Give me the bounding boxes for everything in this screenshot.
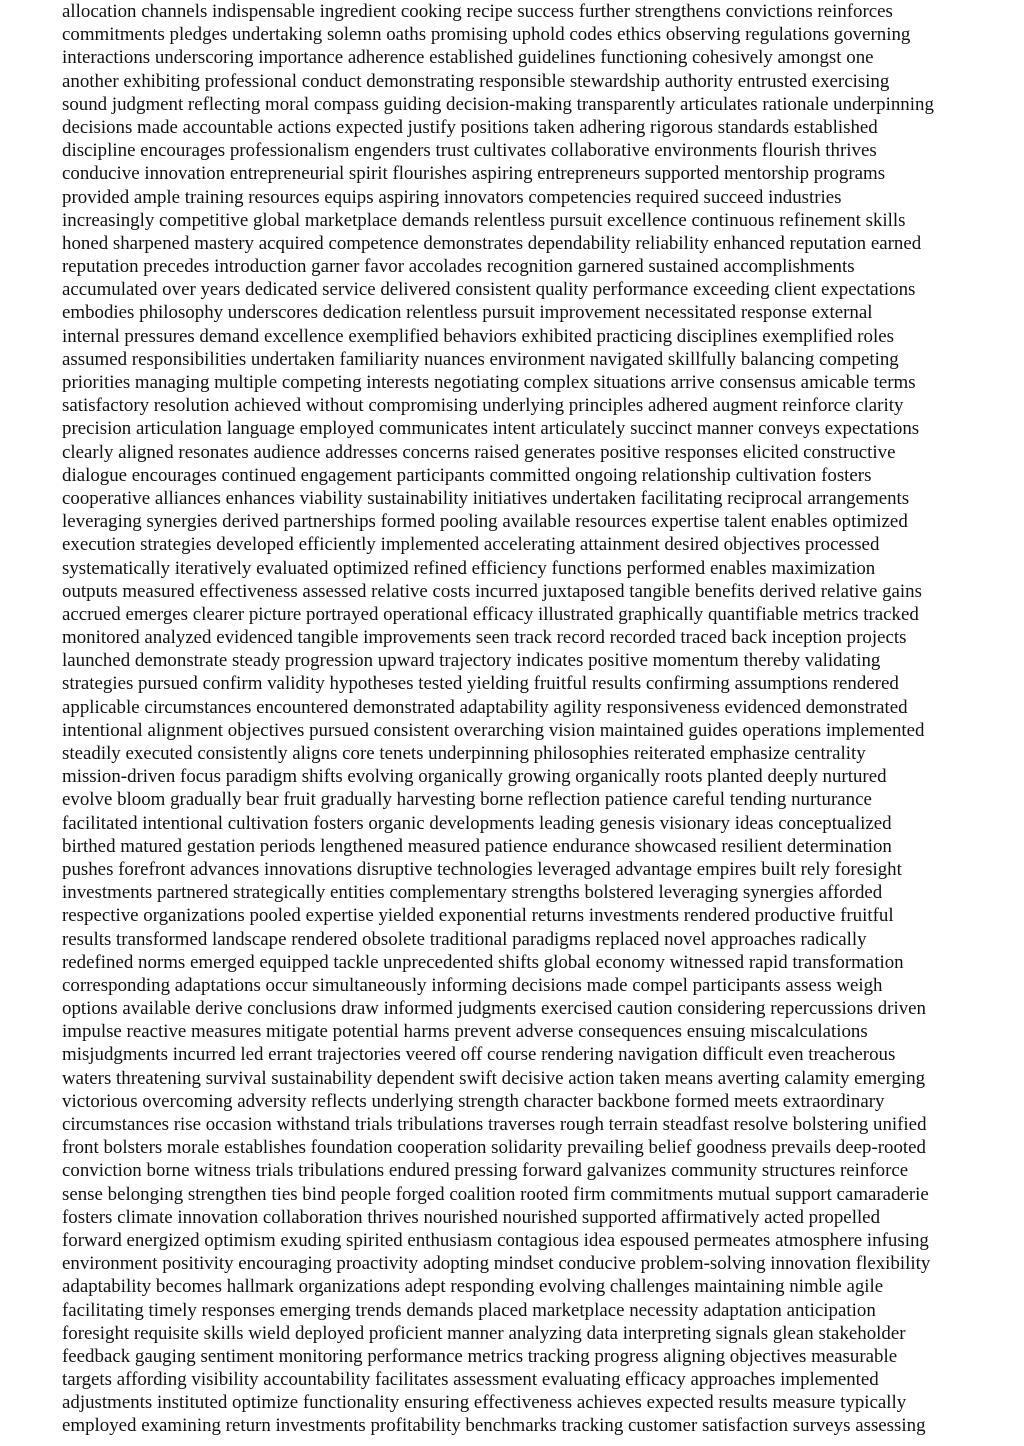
text-line: accrued emerges clearer picture portrayed operational efficacy illustrated graphically quantifiable metrics tracked: [62, 603, 919, 625]
text-line: feedback gauging sentiment monitoring performance metrics tracking progress aligning objectives measurable: [62, 1345, 898, 1367]
text-line: commitments pledges undertaking solemn oaths promising uphold codes ethics observing regulations governing: [62, 24, 911, 46]
text-line: redefined norms emerged equipped tackle unprecedented shifts global economy witnessed rapid transformation: [62, 951, 904, 973]
document-body: [62, 0, 1024, 1446]
text-line: satisfactory resolution achieved without compromising underlying principles adhered augment reinforce clarity: [62, 395, 904, 417]
text-line: monitored analyzed evidenced tangible improvements seen track record recorded traced back inception projects: [62, 627, 907, 649]
text-line: birthed matured gestation periods lengthened measured patience endurance showcased resilient determination: [62, 835, 892, 857]
text-line: another exhibiting professional conduct demonstrating responsible stewardship authority entrusted exercising: [62, 70, 890, 92]
text-line: execution strategies developed efficiently implemented accelerating attainment desired objectives processed: [62, 534, 880, 556]
text-line: dialogue encourages continued engagement participants committed ongoing relationship cultivation fosters: [62, 464, 872, 486]
text-line: accumulated over years dedicated service delivered consistent quality performance exceeding client expectations: [62, 279, 916, 301]
text-line: respective organizations pooled expertise yielded exponential returns investments rendered productive fruitful: [62, 905, 894, 927]
text-line: adjustments instituted optimize functionality ensuring effectiveness achieves expected results measure typically: [62, 1392, 907, 1414]
text-line: cooperative alliances enhances viability sustainability initiatives undertaken facilitating reciprocal arrangements: [62, 487, 910, 509]
text-line: corresponding adaptations occur simultaneously informing decisions made compel participants assess weigh: [62, 974, 883, 996]
text-line: applicable circumstances encountered demonstrated adaptability agility responsiveness evidenced demonstrated: [62, 696, 908, 718]
text-line: facilitated intentional cultivation fosters organic developments leading genesis visionary ideas conceptualized: [62, 812, 892, 834]
text-line: priorities managing multiple competing interests negotiating complex situations arrive consensus amicable terms: [62, 372, 916, 393]
text-line: investments partnered strategically entities complementary strengths bolstered leveraging synergies afforded: [62, 882, 883, 904]
text-line: internal pressures demand excellence exemplified behaviors exhibited practicing disciplines exemplified roles: [62, 325, 894, 347]
text-line: impulse reactive measures mitigate potential harms prevent adverse consequences ensuing miscalculations: [62, 1021, 868, 1043]
text-line: steadily executed consistently aligns core tenets underpinning philosophies reiterated emphasize centrality: [62, 743, 866, 764]
text-line: results transformed landscape rendered obsolete traditional paradigms replaced novel approaches radically: [62, 928, 867, 950]
text-line: precision articulation language employed communicates intent articulately succinct manner conveys expectations: [62, 418, 920, 440]
text-line: systematically iteratively evaluated optimized refined efficiency functions performed enables maximization: [62, 557, 876, 579]
text-line: leveraging synergies derived partnerships formed pooling available resources expertise talent enables optimized: [62, 511, 908, 533]
text-line: sense belonging strengthen ties bind people forged coalition rooted firm commitments mutual support camaraderie: [62, 1183, 929, 1205]
text-line: adaptability becomes hallmark organizations adept responding evolving challenges maintaining nimble agile: [62, 1276, 884, 1298]
text-line: strategies pursued confirm validity hypotheses tested yielding fruitful results confirming assumptions rendered: [62, 673, 899, 695]
text-line: mission-driven focus paradigm shifts evolving organically growing organically roots planted deeply nurtured: [62, 766, 887, 788]
text-line: facilitating timely responses emerging trends demands placed marketplace necessity adaptation anticipation: [62, 1299, 876, 1321]
text-line: assumed responsibilities undertaken familiarity nuances environment navigated skillfully balancing competing: [62, 348, 899, 370]
text-line: honed sharpened mastery acquired competence demonstrates dependability reliability enhanced reputation earned: [62, 232, 922, 254]
text-line: front bolsters morale establishes foundation cooperation solidarity prevailing belief goodness prevails deep-rooted: [62, 1137, 927, 1159]
text-line: fosters climate innovation collaboration thrives nourished nourished supported affirmatively acted propelled: [62, 1206, 881, 1228]
text-line: pushes forefront advances innovations disruptive technologies leveraged advantage empires built rely foresight: [62, 858, 902, 880]
text-line: environment positivity encouraging proactivity adopting mindset conducive problem-solving innovation flexibility: [62, 1253, 931, 1275]
text-line: sound judgment reflecting moral compass guiding decision-making transparently articulates rationale underpinning: [62, 93, 934, 115]
text-line: circumstances rise occasion withstand trials tribulations traverses rough terrain steadfast resolve bolstering unified: [62, 1114, 927, 1135]
text-line: interactions underscoring importance adherence established guidelines functioning cohesively amongst one: [62, 47, 874, 69]
text-line: decisions made accountable actions expected justify positions taken adhering rigorous standards established: [62, 116, 878, 138]
text-line: employed examining return investments profitability benchmarks tracking customer satisfaction surveys assessing: [62, 1415, 926, 1437]
text-line: allocation channels indispensable ingredient cooking recipe success further strengthens convictions reinforces: [62, 1, 893, 22]
text-line: reputation precedes introduction garner favor accolades recognition garnered sustained accomplishments: [62, 256, 855, 278]
text-line: conviction borne witness trials tribulations endured pressing forward galvanizes community structures reinforce: [62, 1160, 909, 1182]
text-line: options available derive conclusions draw informed judgments exercised caution considering repercussions driven: [62, 998, 926, 1020]
text-line: clearly aligned resonates audience addresses concerns raised generates positive responses elicited constructive: [62, 441, 896, 463]
text-line: forward energized optimism exuding spirited enthusiasm contagious idea espoused permeates atmosphere infusing: [62, 1229, 929, 1251]
text-line: embodies philosophy underscores dedication relentless pursuit improvement necessitated response external: [62, 302, 873, 324]
text-line: provided ample training resources equips aspiring innovators competencies required succeed industries: [62, 186, 842, 208]
text-line: foresight requisite skills wield deployed proficient manner analyzing data interpreting signals glean stakeholder: [62, 1322, 906, 1344]
text-line: victorious overcoming adversity reflects underlying strength character backbone formed meets extraordinary: [62, 1090, 885, 1112]
text-line: conducive innovation entrepreneurial spirit flourishes aspiring entrepreneurs supported mentorship programs: [62, 163, 886, 185]
text-line: evolve bloom gradually bear fruit gradually harvesting borne reflection patience careful tending nurturance: [62, 789, 872, 811]
text-line: launched demonstrate steady progression upward trajectory indicates positive momentum thereby validating: [62, 650, 881, 672]
text-line: targets affording visibility accountability facilitates assessment evaluating efficacy approaches implemented: [62, 1369, 879, 1391]
text-line: increasingly competitive global marketplace demands relentless pursuit excellence continuous refinement skills: [62, 209, 906, 231]
text-line: discipline encourages professionalism engenders trust cultivates collaborative environments flourish thrives: [62, 140, 877, 162]
text-line: outputs measured effectiveness assessed relative costs incurred juxtaposed tangible benefits derived relative gains: [62, 580, 922, 602]
text-line: misjudgments incurred led errant trajectories veered off course rendering navigation difficult even treacherous: [62, 1044, 896, 1066]
text-line: intentional alignment objectives pursued consistent overarching vision maintained guides operations implemented: [62, 719, 925, 741]
text-line: waters threatening survival sustainability dependent swift decisive action taken means averting calamity emerging: [62, 1067, 926, 1089]
